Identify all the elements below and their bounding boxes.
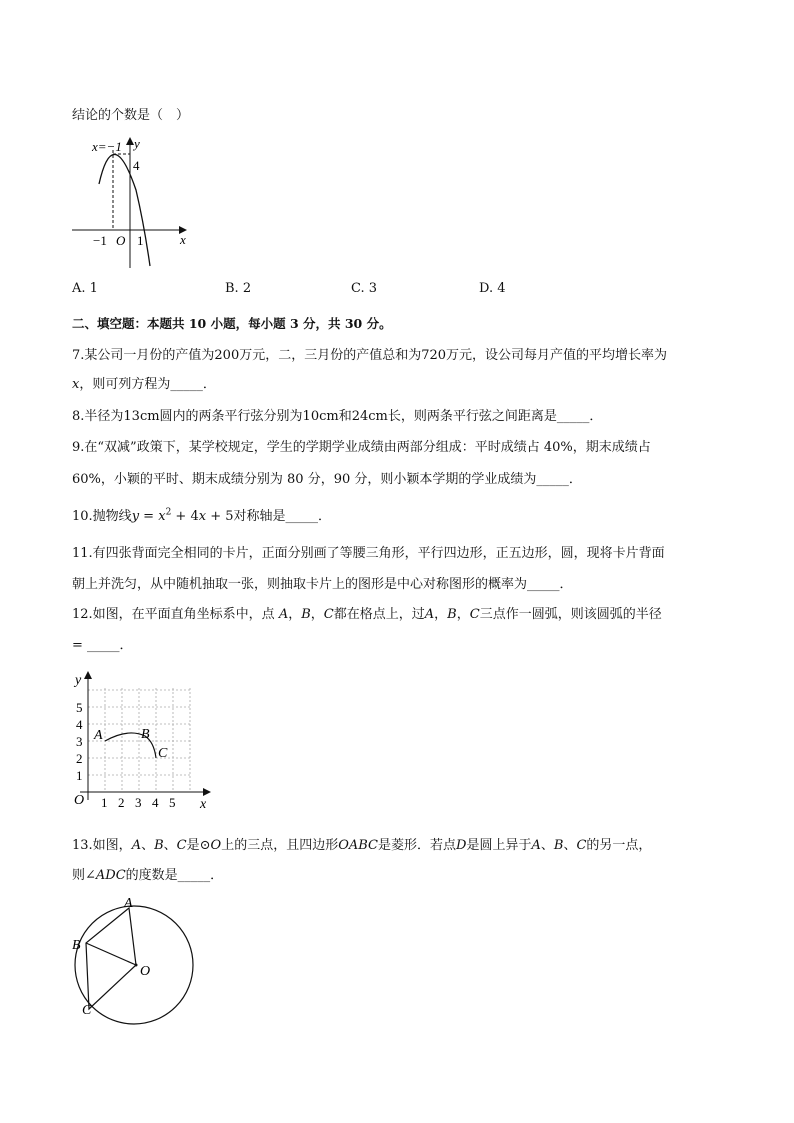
point-c-ref: C [576,838,587,853]
q12-text: 三点作一圆弧，则该圆弧的半径 [479,607,662,622]
y-tick-1: 1 [76,768,83,783]
section-heading: 二、填空题：本题共 10 小题，每小题 3 分，共 30 分。 [72,316,392,331]
grid-lines [88,688,190,792]
sep: ， [288,607,302,622]
var-y: y [131,509,140,524]
q13-text: 的另一点， [586,838,652,853]
sep: 、 [563,838,577,853]
q13-text: 是圆上异于 [466,838,532,853]
q13-circle-graph [66,892,206,1032]
tick-neg1-label: −1 [93,233,107,248]
q9-line1: 9.在“双减”政策下，某学校规定，学生的学期学业成绩由两部分组成：平时成绩占 40%，期末成绩占 [72,440,651,455]
sep: 、 [163,838,177,853]
sep: 、 [540,838,554,853]
q13-text: 则∠ [72,868,96,883]
sep: ， [434,607,448,622]
y-tick-5: 5 [76,700,83,715]
point-b-ref: B [301,607,311,622]
point-a-label: A [124,896,133,911]
op-eq: = [139,509,159,524]
q10-suffix: 对称轴是_____． [233,509,332,524]
y-axis-label: y [134,136,140,151]
point-c-label: C [158,746,168,761]
point-a-ref: A [531,838,541,853]
q12-line2: = _____． [72,638,133,653]
angle-ref: ADC [95,868,126,883]
point-b-ref: B [553,838,564,853]
origin-label: O [116,233,126,248]
x-tick-5: 5 [169,795,176,810]
x-tick-4: 4 [152,795,159,810]
origin-label: O [74,793,85,808]
q6-parabola-graph [66,130,196,270]
rhombus-oabc [86,908,136,1009]
y-tick-3: 3 [76,734,83,749]
q11-line1: 11.有四张背面完全相同的卡片，正面分别画了等腰三角形，平行四边形，正五边形，圆，现将卡片背面 [72,546,665,561]
var-x: x [198,509,207,524]
tick-4-label: 4 [133,158,140,173]
q12-text: 12.如图，在平面直角坐标系中，点 [72,607,279,622]
q12-text: 都在格点上，过 [333,607,425,622]
exponent: 2 [165,507,172,518]
point-a-ref: A [424,607,435,622]
y-tick-2: 2 [76,751,83,766]
point-a-ref: A [278,607,289,622]
point-b-ref: B [154,838,164,853]
point-c-ref: C [176,838,187,853]
sep: ， [310,607,324,622]
point-c-ref: C [469,607,480,622]
y-tick-4: 4 [76,717,83,732]
q7-line1: 7.某公司一月份的产值为200万元，二，三月份的产值总和为720万元，设公司每月产值的平均增长率为 [72,348,668,363]
tick-1-label: 1 [137,233,144,248]
point-c-ref: C [323,607,334,622]
point-b-ref: B [447,607,457,622]
q12-grid-graph [70,668,220,814]
x-tick-2: 2 [118,795,125,810]
point-b-label: B [72,938,81,953]
var-x: x [158,509,166,524]
symmetry-axis-label: x=−1 [92,139,122,154]
q13-text: 是⊙ [186,838,211,853]
point-o-label: O [140,964,151,979]
point-a-label: A [94,728,103,743]
center-dot [135,964,138,967]
point-c-label: C [82,1003,92,1018]
q13-text: 上的三点，且四边形 [221,838,339,853]
q12-line1 [72,603,662,622]
point-o-ref: O [210,838,222,853]
q13-text: 13.如图， [72,838,132,853]
q6-question-tail: 结论的个数是（ ） [72,108,190,123]
q9-line2: 60%，小颖的平时、期末成绩分别为 80 分，90 分，则小颖本学期的学业成绩为_____． [72,472,582,487]
q11-line2: 朝上并洗匀，从中随机抽取一张，则抽取卡片上的图形是中心对称图形的概率为_____． [72,577,573,592]
q10-prefix: 10.抛物线 [72,509,132,524]
x-axis-label: x [200,797,207,812]
x-tick-3: 3 [135,795,142,810]
x-tick-1: 1 [101,795,108,810]
q8-text: 8.半径为13cm圆内的两条平行弦分别为10cm和24cm长，则两条平行弦之间距离是_____． [72,409,603,424]
sep: 、 [141,838,155,853]
parabola-curve [99,154,150,266]
var-x: x [72,377,80,392]
q7-line2-text: ，则可列方程为_____． [79,377,216,392]
quad-ref: OABC [338,838,379,853]
option-c: C. 3 [351,281,378,296]
y-axis-label: y [75,673,82,688]
x-axis-label: x [180,232,186,247]
q10-text [72,505,331,524]
point-a-ref: A [131,838,142,853]
option-d: D. 4 [479,281,506,296]
q13-text: 的度数是_____． [125,868,224,883]
q7-line2 [72,373,216,392]
q13-line2 [72,864,223,883]
term: + 4 [171,509,199,524]
option-a: A. 1 [72,281,98,296]
point-b-label: B [141,727,150,742]
q13-line1 [72,834,651,853]
q13-text: 是菱形．若点 [378,838,457,853]
term: + 5 [206,509,234,524]
diagonal-bo [86,943,136,965]
point-d-ref: D [456,838,467,853]
option-b: B. 2 [225,281,252,296]
sep: ， [456,607,470,622]
